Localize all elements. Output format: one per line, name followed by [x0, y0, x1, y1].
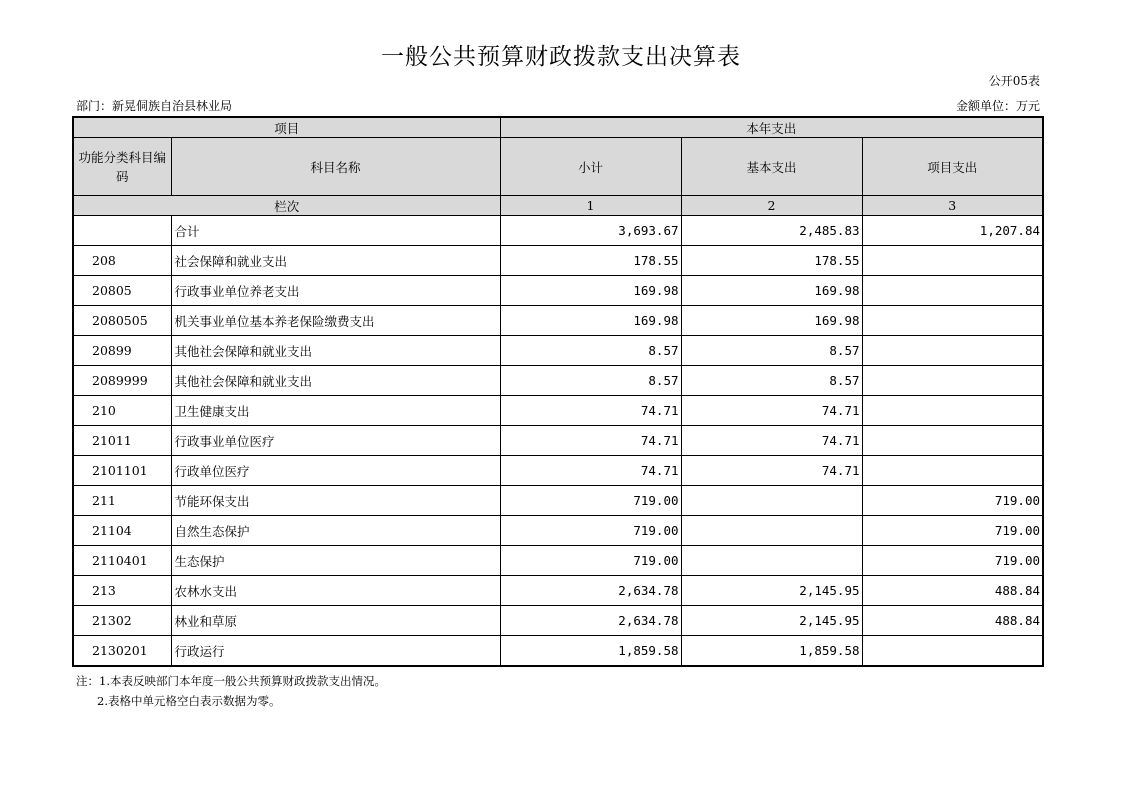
row-project: [862, 306, 1043, 336]
row-name: 生态保护: [171, 546, 500, 576]
table-row: [73, 276, 1043, 306]
header-col-2: 2: [681, 196, 862, 216]
page-title: 一般公共预算财政拨款支出决算表: [381, 44, 741, 70]
row-basic: 2,145.95: [681, 576, 862, 606]
header-col-1: 1: [500, 196, 681, 216]
row-name: 其他社会保障和就业支出: [171, 336, 500, 366]
row-project: 488.84: [862, 576, 1043, 606]
row-code: 20899: [73, 336, 171, 366]
table-row: [73, 306, 1043, 336]
row-name: 合计: [171, 216, 500, 246]
row-subtotal: 74.71: [500, 396, 681, 426]
row-basic: 169.98: [681, 276, 862, 306]
row-basic: 74.71: [681, 396, 862, 426]
row-subtotal: 1,859.58: [500, 636, 681, 667]
row-basic: 2,485.83: [681, 216, 862, 246]
row-name: 节能环保支出: [171, 486, 500, 516]
row-basic: 169.98: [681, 306, 862, 336]
row-subtotal: 8.57: [500, 366, 681, 396]
row-name: 农林水支出: [171, 576, 500, 606]
row-subtotal: 74.71: [500, 456, 681, 486]
table-row: [73, 336, 1043, 366]
row-subtotal: 74.71: [500, 426, 681, 456]
row-subtotal: 719.00: [500, 516, 681, 546]
row-name: 机关事业单位基本养老保险缴费支出: [171, 306, 500, 336]
header-project: 项目: [73, 117, 500, 138]
table-row: [73, 486, 1043, 516]
row-project: 719.00: [862, 546, 1043, 576]
row-code: 2101101: [73, 456, 171, 486]
row-name: 林业和草原: [171, 606, 500, 636]
row-code: 210: [73, 396, 171, 426]
header-col-3: 3: [862, 196, 1043, 216]
row-project: 1,207.84: [862, 216, 1043, 246]
note-1: 注：1.本表反映部门本年度一般公共预算财政拨款支出情况。: [76, 674, 386, 688]
row-name: 社会保障和就业支出: [171, 246, 500, 276]
row-project: [862, 276, 1043, 306]
row-subtotal: 2,634.78: [500, 606, 681, 636]
table-row: [73, 516, 1043, 546]
row-basic: 74.71: [681, 426, 862, 456]
row-basic: 178.55: [681, 246, 862, 276]
header-column-index: 栏次: [73, 196, 500, 216]
row-code: 211: [73, 486, 171, 516]
row-subtotal: 178.55: [500, 246, 681, 276]
table-row: [73, 216, 1043, 246]
row-project: 719.00: [862, 516, 1043, 546]
table-row: [73, 366, 1043, 396]
row-project: [862, 636, 1043, 667]
row-basic: [681, 516, 862, 546]
table-row: [73, 576, 1043, 606]
row-project: [862, 366, 1043, 396]
header-project-expenditure: 项目支出: [862, 138, 1043, 196]
row-project: 488.84: [862, 606, 1043, 636]
row-basic: [681, 486, 862, 516]
row-code: 208: [73, 246, 171, 276]
row-project: [862, 246, 1043, 276]
table-row: [73, 636, 1043, 667]
row-name: 行政事业单位医疗: [171, 426, 500, 456]
row-name: 行政运行: [171, 636, 500, 667]
row-subtotal: 169.98: [500, 276, 681, 306]
note-2: 2.表格中单元格空白表示数据为零。: [97, 694, 281, 708]
row-name: 其他社会保障和就业支出: [171, 366, 500, 396]
table-row: [73, 456, 1043, 486]
table-row: [73, 546, 1043, 576]
row-subtotal: 3,693.67: [500, 216, 681, 246]
row-name: 行政事业单位养老支出: [171, 276, 500, 306]
header-subtotal: 小计: [500, 138, 681, 196]
table-row: [73, 396, 1043, 426]
row-basic: 74.71: [681, 456, 862, 486]
header-code: 功能分类科目编码: [73, 138, 171, 196]
table-number: 公开05表: [988, 74, 1040, 88]
row-basic: 1,859.58: [681, 636, 862, 667]
row-code: [73, 216, 171, 246]
department-label: 部门：新晃侗族自治县林业局: [76, 99, 233, 113]
notes: [76, 671, 386, 711]
row-code: 2130201: [73, 636, 171, 667]
row-project: [862, 456, 1043, 486]
row-project: [862, 336, 1043, 366]
header-current-year: 本年支出: [500, 117, 1043, 138]
unit-label: 金额单位：万元: [955, 99, 1040, 113]
row-code: 21302: [73, 606, 171, 636]
row-code: 213: [73, 576, 171, 606]
row-code: 2080505: [73, 306, 171, 336]
row-subtotal: 2,634.78: [500, 576, 681, 606]
row-code: 21104: [73, 516, 171, 546]
row-project: [862, 426, 1043, 456]
table-row: [73, 246, 1043, 276]
row-subtotal: 719.00: [500, 546, 681, 576]
row-basic: [681, 546, 862, 576]
table-row: [73, 606, 1043, 636]
row-basic: 8.57: [681, 366, 862, 396]
row-subtotal: 719.00: [500, 486, 681, 516]
row-code: 20805: [73, 276, 171, 306]
row-code: 21011: [73, 426, 171, 456]
row-code: 2089999: [73, 366, 171, 396]
row-basic: 8.57: [681, 336, 862, 366]
table-row: [73, 426, 1043, 456]
row-subtotal: 8.57: [500, 336, 681, 366]
expenditure-table: [72, 116, 1044, 667]
row-name: 行政单位医疗: [171, 456, 500, 486]
row-project: 719.00: [862, 486, 1043, 516]
row-name: 卫生健康支出: [171, 396, 500, 426]
header-basic: 基本支出: [681, 138, 862, 196]
row-subtotal: 169.98: [500, 306, 681, 336]
row-code: 2110401: [73, 546, 171, 576]
row-basic: 2,145.95: [681, 606, 862, 636]
row-name: 自然生态保护: [171, 516, 500, 546]
header-name: 科目名称: [171, 138, 500, 196]
row-project: [862, 396, 1043, 426]
